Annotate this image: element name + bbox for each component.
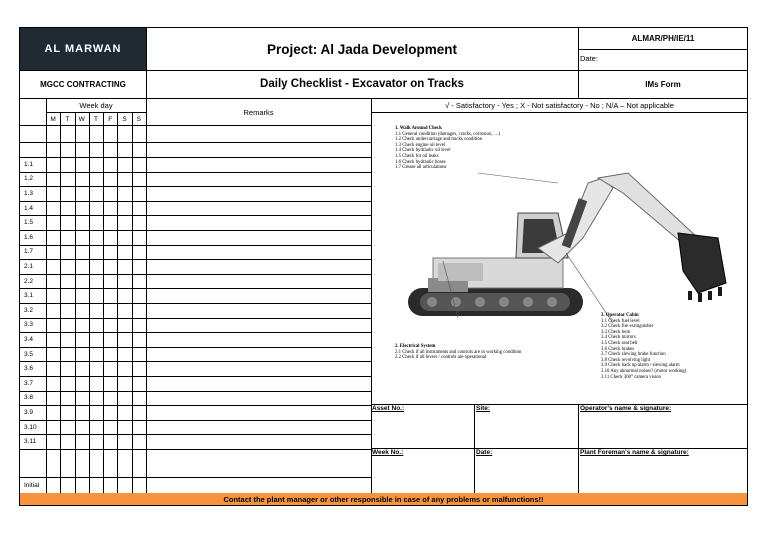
company-logo	[20, 28, 146, 70]
form-name: IMs Form	[645, 79, 681, 89]
cabin-item: 3.9 Check back up alarm / slewing alarm	[601, 363, 680, 369]
cabin-item: 3.8 Check revolving light	[601, 357, 651, 363]
walk-around-item: 1.7 Grease all articulations	[395, 165, 447, 171]
electrical-item: 2.2 Check if all levers / controls are operational	[395, 355, 487, 361]
row-label: 1.6	[24, 233, 34, 241]
row-label: 1.3	[24, 189, 34, 197]
walk-around-title: 1. Walk Around Check	[395, 126, 442, 131]
row-label: 3.11	[24, 438, 37, 446]
row-label: 3.6	[24, 365, 34, 373]
project-title: Project: Al Jada Development	[266, 41, 458, 57]
walk-around-item: 1.6 Check hydraulic hoses	[395, 159, 446, 165]
electrical-item: 2.1 Check if all instruments and controls are in working condition	[395, 349, 522, 355]
row-label: 2.2	[24, 277, 34, 285]
row-label: 1.1	[24, 160, 34, 168]
cabin-item: 3.5 Check seat belt	[601, 340, 638, 346]
row-label: 1.5	[24, 219, 34, 227]
row-label: 3.7	[24, 379, 34, 387]
date-signoff-label: Date:	[476, 449, 493, 456]
day-header-cell: F	[108, 115, 113, 123]
cabin-item: 3.3 Check horn	[601, 329, 631, 335]
row-label: 3.10	[24, 423, 37, 431]
row-label: 3.1	[24, 292, 34, 300]
logo-text: AL MARWAN	[44, 43, 122, 55]
cabin-item: 3.10 Any abnormal noises? (motor working)	[601, 368, 687, 374]
cabin-item: 3.4 Check mirrors	[601, 335, 636, 341]
row-label: 3.9	[24, 408, 34, 416]
footer-warning: Contact the plant manager or other responsible in case of any problems or malfunctions!!	[20, 493, 747, 505]
electrical-title: 2. Electrical System	[395, 344, 436, 349]
walk-around-item: 1.3 Check engine oil level	[395, 142, 446, 148]
cabin-item: 3.1 Check fuel level	[601, 318, 640, 324]
cabin-title: 3. Operator Cabin	[601, 313, 639, 318]
week-no-label: Week No.:	[372, 449, 404, 456]
row-label: 3.5	[24, 350, 34, 358]
document-code: ALMAR/PH/IE/11	[631, 34, 695, 43]
walk-around-item: 1.1 General condition (damages, cracks, corrosion, …)	[395, 131, 501, 137]
cabin-item: 3.7 Check slewing brake function	[601, 352, 666, 358]
company-name: MGCC CONTRACTING	[40, 79, 126, 89]
day-header-cell: M	[50, 115, 56, 123]
operator-cabin-notes	[601, 313, 741, 380]
row-label: 3.3	[24, 321, 34, 329]
row-label: 3.2	[24, 306, 34, 314]
row-label: 3.8	[24, 394, 34, 402]
date-label: Date:	[580, 54, 598, 63]
excavator-illustration	[398, 143, 733, 323]
initial-label: Initial	[24, 481, 40, 489]
cabin-item: 3.2 Check fire extinguisher	[601, 324, 654, 330]
walk-around-item: 1.2 Check undercarriage and tracks condition	[395, 137, 483, 143]
checklist-title: Daily Checklist - Excavator on Tracks	[260, 78, 464, 90]
row-label: 1.7	[24, 248, 34, 256]
electrical-notes	[395, 344, 595, 361]
row-label: 2.1	[24, 262, 34, 270]
day-header-cell: W	[78, 115, 85, 123]
operator-signature-label: Operator's name & signature:	[580, 405, 672, 412]
row-label: 1.2	[24, 175, 34, 183]
weekday-label: Week day	[79, 101, 113, 110]
day-header-cell: T	[93, 115, 98, 123]
cabin-item: 3.11 Check 360° camera vision	[601, 374, 661, 380]
cabin-item: 3.6 Check brakes	[601, 346, 635, 352]
day-header-cell: S	[136, 115, 142, 123]
foreman-signature-label: Plant Foreman's name & signature:	[580, 449, 689, 456]
walk-around-item: 1.5 Check for oil leaks	[395, 153, 439, 159]
walk-around-item: 1.4 Check hydraulic oil level	[395, 148, 451, 154]
legend: √ - Satisfactory - Yes ; X - Not satisfactory - No ; N/A – Not applicable	[445, 100, 674, 110]
row-label: 3.4	[24, 335, 34, 343]
row-label: 1.4	[24, 204, 34, 212]
day-header-cell: T	[65, 115, 70, 123]
checklist-sheet	[19, 27, 748, 506]
remarks-header: Remarks	[243, 107, 274, 117]
asset-no-label: Asset No.:	[372, 405, 405, 412]
site-label: Site:	[476, 405, 491, 412]
day-header-cell: S	[122, 115, 127, 123]
